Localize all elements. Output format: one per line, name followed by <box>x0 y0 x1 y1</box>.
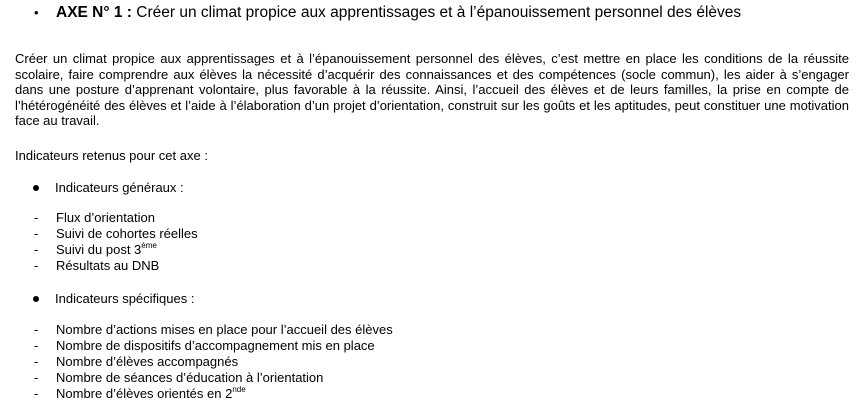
general-heading-label: Indicateurs généraux : <box>55 180 184 195</box>
dash-marker: - <box>34 386 39 401</box>
general-item-superscript: ème <box>141 241 157 250</box>
intro-paragraph: Créer un climat propice aux apprentissages et à l’épanouissement personnel des élèves, c’est mettre en place les conditions de la réussite scolaire, faire comprendre aux élèves la nécessité d’acquérir des connaissances et des compétences (socle commun), les aider à s’engager dans une posture d’apprenant volontaire, plus favorable à la réussite. Ainsi, l’accueil des élèves et de leurs familles, la prise en compte de l’hétérogénéité des élèves et l’aide à l’élaboration d’un projet d’orientation, construit sur les goûts et les aptitudes, peut constituer une motivation face au travail. <box>15 51 849 129</box>
specific-item-text <box>56 354 238 370</box>
dash-marker: - <box>34 338 39 353</box>
indicators-intro: Indicateurs retenus pour cet axe : <box>15 148 208 163</box>
specific-item-superscript: nde <box>232 385 246 394</box>
specific-item-text <box>56 338 375 354</box>
bullet-dot-icon <box>33 185 39 191</box>
specific-item-label: Nombre d’élèves orientés en 2 <box>56 386 233 401</box>
specific-item-label: Nombre de dispositifs d’accompagnement mis en place <box>56 338 375 353</box>
general-item-text <box>56 210 155 226</box>
specific-item-label: Nombre d’élèves accompagnés <box>56 354 239 369</box>
general-item-label: Suivi de cohortes réelles <box>56 226 198 241</box>
dash-marker: - <box>34 354 39 369</box>
axe-label <box>56 3 741 23</box>
dash-marker: - <box>34 242 39 257</box>
specific-item-label: Nombre d’actions mises en place pour l’accueil des élèves <box>56 322 393 337</box>
specific-item-text <box>56 386 246 402</box>
axe-number: AXE N° 1 : <box>56 4 132 21</box>
general-item-text <box>56 258 159 274</box>
specific-item-label: Nombre de séances d’éducation à l’orientation <box>56 370 324 385</box>
axe-bullet: • <box>34 5 39 20</box>
dash-marker: - <box>34 322 39 337</box>
dash-marker: - <box>34 370 39 385</box>
general-item-label: Résultats au DNB <box>56 258 160 273</box>
dash-marker: - <box>34 210 39 225</box>
specific-heading-label: Indicateurs spécifiques : <box>55 291 195 306</box>
general-item-label: Flux d’orientation <box>56 210 155 225</box>
axe-title: Créer un climat propice aux apprentissages et à l’épanouissement personnel des élèves <box>136 4 742 21</box>
specific-item-text <box>56 322 393 338</box>
general-item-text <box>56 242 157 258</box>
dash-marker: - <box>34 226 39 241</box>
specific-item-text <box>56 370 323 386</box>
general-item-label: Suivi du post 3 <box>56 242 142 257</box>
dash-marker: - <box>34 258 39 273</box>
general-item-text <box>56 226 198 242</box>
bullet-dot-icon <box>33 296 39 302</box>
